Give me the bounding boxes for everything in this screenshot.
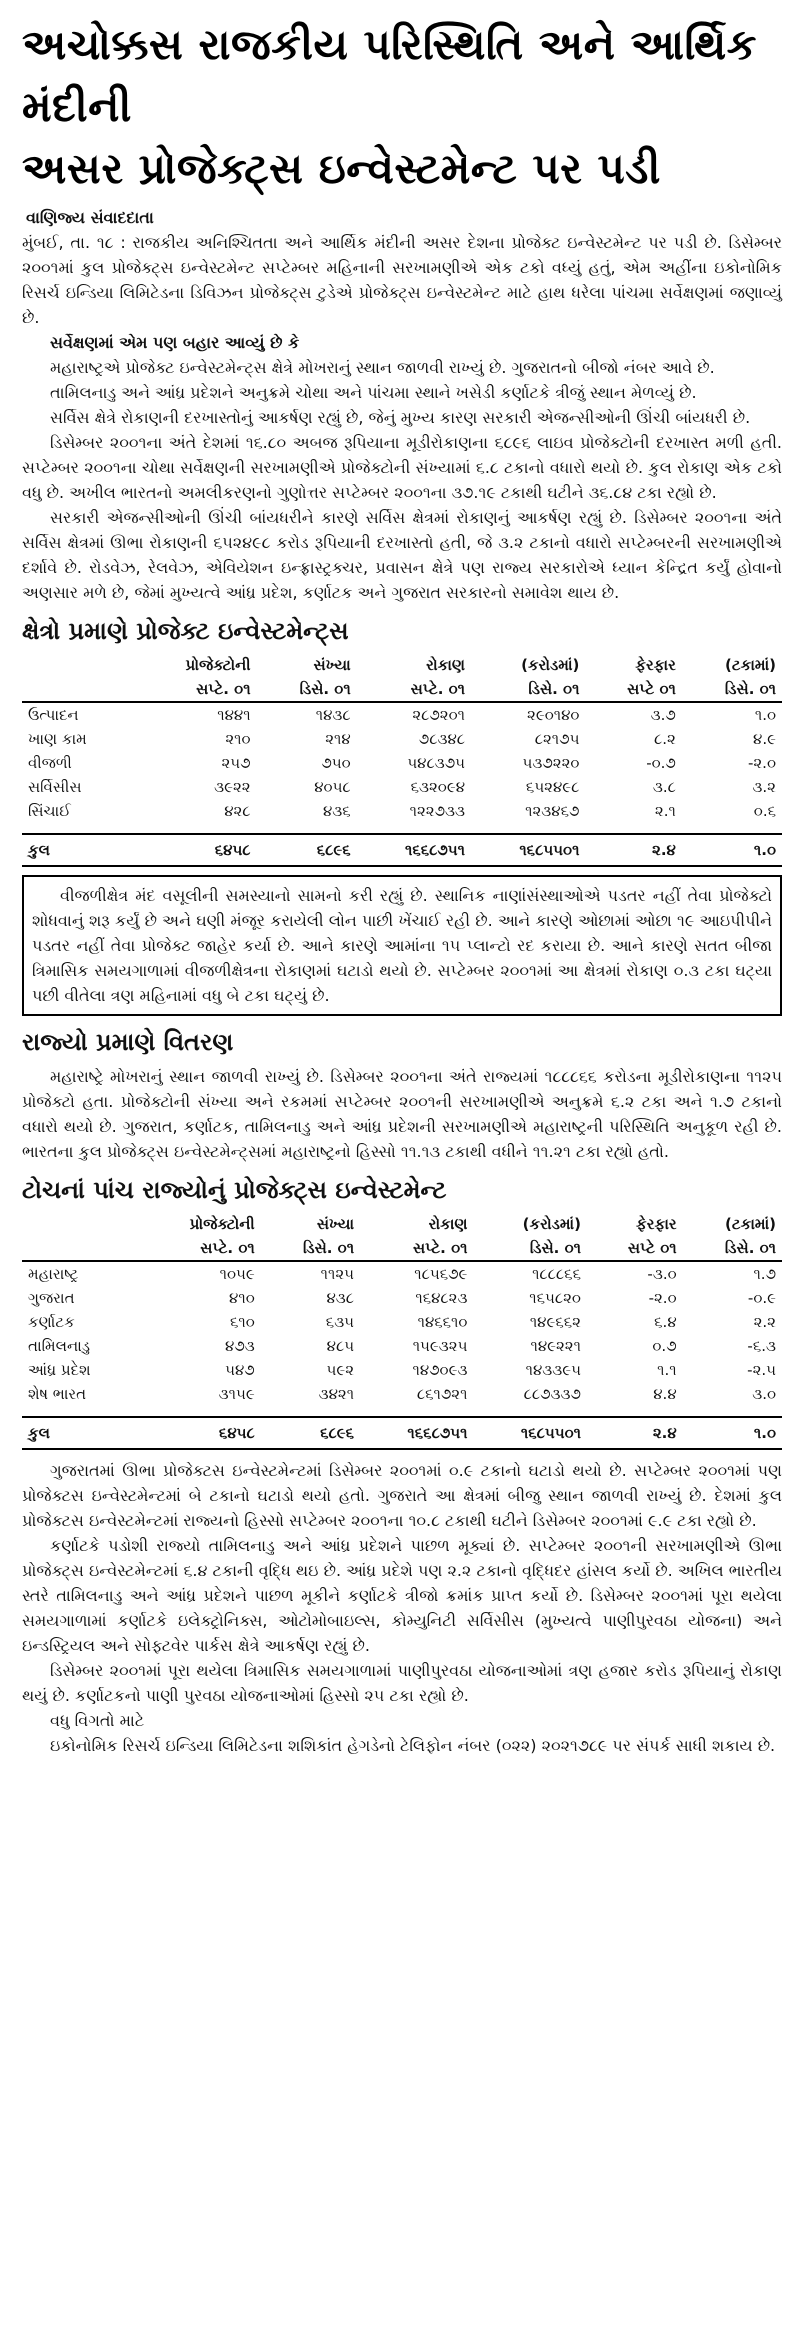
row-label: ખાણ કામ: [28, 730, 87, 748]
subheader-cell: ડિસે. ૦૧: [261, 1236, 360, 1261]
state-table: [22, 1212, 782, 1450]
subheader-cell: સપ્ટે. ૦૧: [134, 677, 256, 702]
state-section-paragraph: મહારાષ્ટ્રે મોખરાનું સ્થાન જાળવી રાખ્યું છે. ડિસેમ્બર ૨૦૦૧ના અંતે રાજ્યમાં ૧૮૮૮૬૬ કરોડના મૂડીરોકાણના ૧૧૨૫ પ્રોજેક્ટો હતા. પ્રોજેક્ટોની સંખ્યા અને રકમમાં સપ્ટેમ્બર ૨૦૦૧ની સરખામણીએ અનુક્રમે ૬.૨ ટકા અને ૧.૭ ટકાનો વધારો થયો છે. ગુજરાત, કર્ણાટક, તામિલનાડુ અને આંધ્ર પ્રદેશની સરખામણીએ મહારાષ્ટ્રની પરિસ્થિતિ અનુકૂળ રહી છે. ભારતના કુલ પ્રોજેક્ટ્સ ઇન્વેસ્ટમેન્ટ્સમાં મહારાષ્ટ્રનો હિસ્સો ૧૧.૧૩ ટકાથી વધીને ૧૧.૨૧ ટકા રહ્યો હતો.: [22, 1067, 782, 1161]
table-cell: ૩.૦: [752, 1385, 776, 1403]
table-cell: ૪૨૮: [224, 802, 251, 820]
power-sector-box: [22, 875, 782, 1016]
table-spacer-row: [22, 823, 782, 834]
total-cell: ૨.૪: [587, 1417, 683, 1449]
table-cell: ૮૬૧૭૨૧: [416, 1385, 468, 1403]
table-cell: ૪.૪: [653, 1385, 677, 1403]
total-cell: ૬૮૯૬: [261, 1417, 360, 1449]
header-cell: (કરોડમાં): [522, 1215, 581, 1233]
table-row: [22, 702, 782, 727]
intro-paragraph-4: સર્વિસ ક્ષેત્રે રોકાણની દરખાસ્તોનું આકર્ષણ રહ્યું છે, જેનું મુખ્ય કારણ સરકારી એજન્સીઓની ઊંચી બાંયધરી છે.: [50, 408, 751, 427]
table-cell: ૬૩૫: [325, 1313, 355, 1331]
table-cell: ૦.૭: [652, 1337, 677, 1355]
table-row: [22, 1286, 782, 1310]
table-cell: ૨૫૭: [221, 754, 251, 772]
table-total-row: [22, 834, 782, 866]
intro-paragraph-1: મુંબઈ, તા. ૧૮ : રાજકીય અનિશ્ચિતતા અને આર્થિક મંદીની અસર દેશના પ્રોજેક્ટ ઇન્વેસ્ટમેન્ટ પર પડી છે. ડિસેમ્બર ૨૦૦૧માં કુલ પ્રોજેક્ટ્સ ઇન્વેસ્ટમેન્ટ સપ્ટેમ્બર મહિનાની સરખામણીએ એક ટકો વધ્યું હતું, એમ અહીંના ઇકોનોમિક રિસર્ચ ઇન્ડિયા લિમિટેડના ડિવિઝન પ્રોજેક્ટ્સ ટુડેએ પ્રોજેક્ટ્સ ઇન્વેસ્ટમેન્ટ માટે હાથ ધરેલા પાંચમા સર્વેક્ષણમાં જણાવ્યું છે.: [22, 233, 782, 327]
table-cell: ૪૧૦: [229, 1289, 255, 1307]
table-row: [22, 1358, 782, 1382]
table-cell: ૫૩૭૨૨૦: [522, 754, 580, 772]
row-label: મહારાષ્ટ્ર: [28, 1265, 79, 1283]
contact-paragraph: ઇકોનોમિક રિસર્ચ ઇન્ડિયા લિમિટેડના શશિકાંત હેગડેનો ટેલિફોન નંબર (૦૨૨) ૨૦૨૧૭૮૯ પર સંપર્ક સાધી શકાય છે.: [50, 1736, 776, 1755]
table-cell: ૧૨૨૭૩૩: [409, 802, 465, 820]
subheader-cell: ડિસે. ૦૧: [683, 1236, 782, 1261]
total-cell: ૧.૦: [683, 1417, 782, 1449]
table-cell: ૧૪૬૬૧૦: [417, 1313, 468, 1331]
table-cell: ૧૬૫૮૨૦: [529, 1289, 581, 1307]
total-cell: ૧૬૮૫૫૦૧: [473, 1417, 587, 1449]
header-cell: પ્રોજેક્ટોની: [185, 656, 251, 674]
sector-table-header-row: [22, 653, 782, 677]
intro-paragraph-5: ડિસેમ્બર ૨૦૦૧ના અંતે દેશમાં ૧૬.૮૦ અબજ રૂપિયાના મૂડીરોકાણના ૬૮૯૬ લાઇવ પ્રોજેક્ટોની દરખાસ્ત મળી હતી. સપ્ટેમ્બર ૨૦૦૧ના ચોથા સર્વેક્ષણની સરખામણીએ પ્રોજેક્ટોની સંખ્યામાં ૬.૮ ટકાનો વધારો થયો છે. કુલ રોકાણ એક ટકો વધુ છે. અખીલ ભારતનો અમલીકરણનો ગુણોત્તર સપ્ટેમ્બર ૨૦૦૧ના ૩૭.૧૯ ટકાથી ઘટીને ૩૬.૮૪ ટકા રહ્યો છે.: [22, 433, 782, 502]
table-row: [22, 1261, 782, 1286]
total-cell: ૨.૪: [585, 834, 681, 866]
table-cell: ૧૫૯૩૨૫: [412, 1337, 468, 1355]
table-cell: ૮.૨: [654, 730, 676, 748]
table-row: [22, 775, 782, 799]
table-cell: ૬૧૦: [229, 1313, 255, 1331]
table-cell: ૫૪૭: [225, 1361, 255, 1379]
table-cell: ૬૩૨૦૯૪: [410, 778, 465, 796]
subheader-cell: સપ્ટે. ૦૧: [357, 677, 471, 702]
subheader-cell: ડિસે. ૦૧: [257, 677, 357, 702]
table-cell: ૧૮૮૮૬૬: [532, 1265, 581, 1283]
table-cell: ૧૮૫૬૭૯: [414, 1265, 468, 1283]
survey-heading: સર્વેક્ષણમાં એમ પણ બહાર આવ્યું છે કે: [50, 333, 300, 352]
total-cell: ૧૬૬૮૭૫૧: [360, 1417, 473, 1449]
state-table-title: ટોચનાં પાંચ રાજ્યોનું પ્રોજેક્ટ્સ ઇન્વેસ્ટમેન્ટ: [22, 1176, 447, 1204]
total-cell: ૬૪૫૮: [134, 834, 256, 866]
table-cell: ૩.૮: [652, 778, 676, 796]
header-cell: ફેરફાર: [635, 656, 676, 674]
table-cell: ૩.૨: [752, 778, 776, 796]
table-cell: ૨.૧: [654, 802, 676, 820]
subheader-cell: ડિસે. ૦૧: [471, 677, 585, 702]
row-label: ઉત્પાદન: [28, 706, 79, 724]
subheader-cell: સપ્ટે. ૦૧: [360, 1236, 473, 1261]
table-row: [22, 751, 782, 775]
headline: [22, 14, 782, 200]
subheader-cell: સપ્ટે. ૦૧: [139, 1236, 260, 1261]
table-cell: ૪૭૩: [225, 1337, 255, 1355]
subheader-cell: સપ્ટે ૦૧: [587, 1236, 683, 1261]
table-cell: ૬૫૨૪૯૮: [525, 778, 580, 796]
table-row: [22, 727, 782, 751]
row-label: આંધ્ર પ્રદેશ: [28, 1361, 91, 1379]
table-cell: ૧૨૩૪૬૭: [525, 802, 580, 820]
intro-paragraph-6: સરકારી એજન્સીઓની ઊંચી બાંયધરીને કારણે સર્વિસ ક્ષેત્રમાં રોકાણનું આકર્ષણ રહ્યું છે. ડિસેમ્બર ૨૦૦૧ના અંતે સર્વિસ ક્ષેત્રમાં ઊભા રોકાણની ૬૫૨૪૯૮ કરોડ રૂપિયાની દરખાસ્તો હતી, જે ૩.૨ ટકાનો વધારો સપ્ટેમ્બરની સરખામણીએ દર્શાવે છે. રોડવેઝ, રેલવેઝ, એવિયેશન ઇન્ફ્રાસ્ટ્રક્ચર, પ્રવાસન ક્ષેત્રે પણ રાજ્ય સરકારોએ ધ્યાન કેન્દ્રિત કર્યું હોવાનો અણસાર મળે છે, જેમાં મુખ્યત્વે આંધ્ર પ્રદેશ, કર્ણાટક અને ગુજરાત સરકારનો સમાવેશ થાય છે.: [22, 508, 782, 602]
table-cell: ૧.૧: [657, 1361, 677, 1379]
header-cell: રોકાણ: [428, 1215, 468, 1233]
subheader-cell: [22, 1236, 139, 1261]
table-cell: -૬.૩: [747, 1337, 776, 1355]
subheader-cell: ડિસે. ૦૧: [473, 1236, 587, 1261]
table-cell: ૨૧૪: [325, 730, 351, 748]
table-cell: ૫૯૨: [326, 1361, 355, 1379]
table-cell: ૧૪૯૬૬૨: [529, 1313, 581, 1331]
table-cell: ૩૧૫૯: [218, 1385, 255, 1403]
row-label: વીજળી: [28, 754, 72, 772]
total-label: કુલ: [22, 1417, 139, 1449]
table-cell: ૪૩૬: [322, 802, 351, 820]
table-row: [22, 799, 782, 823]
total-cell: ૧૬૮૫૫૦૧: [471, 834, 585, 866]
row-label: ગુજરાત: [28, 1289, 75, 1307]
power-sector-paragraph: વીજળીક્ષેત્ર મંદ વસૂલીની સમસ્યાનો સામનો કરી રહ્યું છે. સ્થાનિક નાણાંસંસ્થાઓએ પડતર નહીં તેવા પ્રોજેક્ટો શોધવાનું શરૂ કર્યું છે અને ઘણી મંજૂર કરાયેલી લોન પાછી ખેંચાઈ રહી છે. આને કારણે ઓછામાં ઓછા ૧૯ આઇપીપીને પડતર નહીં તેવા પ્રોજેક્ટ જાહેર કર્યા છે. આને કારણે આમાંના ૧૫ પ્લાન્ટો રદ કરાયા છે. આને કારણે સતત બીજા ત્રિમાસિક સમયગાળામાં વીજળીક્ષેત્રના રોકાણમાં ઘટાડો થયો છે. સપ્ટેમ્બર ૨૦૦૧માં આ ક્ષેત્રમાં રોકાણ ૦.૩ ટકા ઘટ્યા પછી વીતેલા ત્રણ મહિનામાં વધુ બે ટકા ઘટ્યું છે.: [32, 886, 772, 1005]
table-cell: ૧૪૩૩૯૫: [525, 1361, 581, 1379]
table-cell: ૭૫૦: [321, 754, 351, 772]
table-cell: ૪.૯: [753, 730, 776, 748]
total-cell: ૧૬૬૮૭૫૧: [357, 834, 471, 866]
table-cell: -૨.૦: [648, 1289, 677, 1307]
table-cell: ૧.૦: [754, 706, 776, 724]
state-table-subheader-row: [22, 1236, 782, 1261]
table-cell: ૧.૭: [753, 1265, 776, 1283]
header-cell: પ્રોજેક્ટોની: [189, 1215, 255, 1233]
sector-table: [22, 653, 782, 867]
table-cell: ૪૩૮: [326, 1289, 355, 1307]
table-cell: -૦.૭: [646, 754, 676, 772]
row-label: સિંચાઈ: [28, 802, 71, 820]
total-label: કુલ: [22, 834, 134, 866]
table-total-row: [22, 1417, 782, 1449]
table-cell: ૧૦૫૯: [219, 1265, 255, 1283]
state-section-title: રાજ્યો પ્રમાણે વિતરણ: [22, 1028, 234, 1056]
row-label: કર્ણાટક: [28, 1313, 75, 1331]
table-cell: ૧૪૭૦૯૩: [412, 1361, 468, 1379]
header-cell: [22, 1212, 139, 1236]
total-cell: ૬૮૯૬: [257, 834, 357, 866]
table-cell: ૭૮૩૪૮: [418, 730, 465, 748]
table-cell: ૬.૪: [654, 1313, 677, 1331]
table-cell: ૧૪૩૮: [315, 706, 351, 724]
table-cell: ૦.૬: [753, 802, 776, 820]
table-cell: ૧૧૨૫: [320, 1265, 355, 1283]
sector-table-title: ક્ષેત્રો પ્રમાણે પ્રોજેક્ટ ઇન્વેસ્ટમેન્ટ્સ: [22, 617, 349, 645]
total-cell: ૬૪૫૮: [139, 1417, 260, 1449]
table-cell: ૩૯૨૨: [214, 778, 251, 796]
table-cell: ૨૧૦: [225, 730, 251, 748]
closing-paragraph-1: ગુજરાતમાં ઊભા પ્રોજેક્ટસ ઇન્વેસ્ટમેન્ટમાં ડિસેમ્બર ૨૦૦૧માં ૦.૯ ટકાનો ઘટાડો થયો છે. સપ્ટેમ્બર ૨૦૦૧માં પણ પ્રોજેક્ટસ ઇન્વેસ્ટમેન્ટમાં બે ટકાનો ઘટાડો થયો હતો. ગુજરાતે આ ક્ષેત્રમાં બીજુ સ્થાન જાળવી રાખ્યું છે. દેશમાં કુલ પ્રોજેક્ટસ ઇન્વેસ્ટમેન્ટમાં રાજ્યનો હિસ્સો સપ્ટેમ્બર ૨૦૦૧ના ૧૦.૮ ટકાથી ઘટીને ડિસેમ્બર ૨૦૦૧માં ૯.૯ ટકા રહ્યો છે.: [22, 1461, 782, 1530]
table-cell: -૨.૦: [747, 754, 776, 772]
header-cell: [22, 653, 134, 677]
table-cell: ૩.૭: [650, 706, 676, 724]
header-cell: (ટકામાં): [725, 1215, 776, 1233]
row-label: સર્વિસીસ: [28, 778, 82, 796]
table-cell: ૪૦૫૮: [314, 778, 351, 796]
table-cell: ૮૮૭૩૩૭: [523, 1385, 581, 1403]
table-spacer-row: [22, 1406, 782, 1417]
state-table-header-row: [22, 1212, 782, 1236]
sector-table-subheader-row: [22, 677, 782, 702]
headline-line-2: અસર પ્રોજેક્ટ્સ ઇન્વેસ્ટમેન્ટ પર પડી: [22, 144, 661, 193]
header-cell: રોકાણ: [426, 656, 465, 674]
table-row: [22, 1382, 782, 1406]
header-cell: (કરોડમાં): [521, 656, 580, 674]
table-cell: ૨૯૦૧૪૦: [527, 706, 580, 724]
subheader-cell: ડિસે. ૦૧: [682, 677, 782, 702]
header-cell: સંખ્યા: [313, 656, 351, 674]
headline-line-1: અચોક્કસ રાજકીય પરિસ્થિતિ અને આર્થિક મંદીની: [22, 20, 757, 131]
table-cell: -૦.૯: [747, 1289, 776, 1307]
table-cell: ૧૪૯૨૨૧: [530, 1337, 581, 1355]
header-cell: ફેરફાર: [636, 1215, 677, 1233]
closing-paragraph-2: કર્ણાટકે પડોશી રાજ્યો તામિલનાડુ અને આંધ્ર પ્રદેશને પાછળ મૂક્યાં છે. સપ્ટેમ્બર ૨૦૦૧ની સરખામણીએ ઊભા પ્રોજેક્ટ્સ ઇન્વેસ્ટમેન્ટમાં ૬.૪ ટકાની વૃદ્ધિ થઇ છે. આંધ્ર પ્રદેશે પણ ૨.૨ ટકાનો વૃદ્ધિદર હાંસલ કર્યો છે. અખિલ ભારતીય સ્તરે તામિલનાડુ અને આંધ્ર પ્રદેશને પાછળ મૂકીને કર્ણાટકે ત્રીજો ક્રમાંક પ્રાપ્ત કર્યો છે. ડિસેમ્બર ૨૦૦૧માં પૂરા થયેલા સમયગાળામાં કર્ણાટકે ઇલેક્ટ્રોનિક્સ, ઓટોમોબાઇલ્સ, કોમ્યુનિટી સર્વિસીસ (મુખ્યત્વે પાણીપુરવઠા યોજના) અને ઇન્ડસ્ટ્રિયલ અને સોફ્ટવેર પાર્કસ ક્ષેત્રે આકર્ષણ રહ્યું છે.: [22, 1536, 782, 1655]
byline: વાણિજ્ય સંવાદદાતા: [26, 208, 154, 227]
more-info-heading: વધુ વિગતો માટે: [50, 1711, 145, 1730]
table-cell: ૧૪૪૧: [217, 706, 251, 724]
total-cell: ૧.૦: [682, 834, 782, 866]
intro-paragraph-2: મહારાષ્ટ્રએ પ્રોજેક્ટ ઇન્વેસ્ટમેન્ટ્સ ક્ષેત્રે મોખરાનું સ્થાન જાળવી રાખ્યું છે. ગુજરાતનો બીજો નંબર આવે છે.: [50, 358, 715, 377]
table-cell: ૧૬૪૮૨૩: [415, 1289, 468, 1307]
subheader-cell: સપ્ટે ૦૧: [585, 677, 681, 702]
table-cell: ૨૮૭૨૦૧: [412, 706, 465, 724]
header-cell: (ટકામાં): [725, 656, 776, 674]
table-cell: ૨.૨: [753, 1313, 776, 1331]
closing-paragraph-3: ડિસેમ્બર ૨૦૦૧માં પૂરા થયેલા ત્રિમાસિક સમયગાળામાં પાણીપુરવઠા યોજનાઓમાં ત્રણ હજાર કરોડ રૂપિયાનું રોકાણ થયું છે. કર્ણાટકનો પાણી પુરવઠા યોજનાઓમાં હિસ્સો ૨૫ ટકા રહ્યો છે.: [22, 1661, 782, 1705]
subheader-cell: [22, 677, 134, 702]
intro-paragraph-3: તામિલનાડુ અને આંધ્ર પ્રદેશને અનુક્રમે ચોથા અને પાંચમા સ્થાને ખસેડી કર્ણાટકે ત્રીજું સ્થાન મેળવ્યું છે.: [50, 383, 697, 402]
row-label: તામિલનાડુ: [28, 1337, 91, 1355]
row-label: શેષ ભારત: [28, 1385, 87, 1403]
table-cell: ૫૪૮૩૭૫: [407, 754, 465, 772]
table-row: [22, 1310, 782, 1334]
table-row: [22, 1334, 782, 1358]
table-cell: -૩.૦: [647, 1265, 677, 1283]
header-cell: સંખ્યા: [316, 1215, 355, 1233]
table-cell: ૮૨૧૭૫: [534, 730, 580, 748]
table-cell: ૪૮૫: [326, 1337, 355, 1355]
table-cell: ૩૪૨૧: [318, 1385, 355, 1403]
table-cell: -૨.૫: [747, 1361, 776, 1379]
